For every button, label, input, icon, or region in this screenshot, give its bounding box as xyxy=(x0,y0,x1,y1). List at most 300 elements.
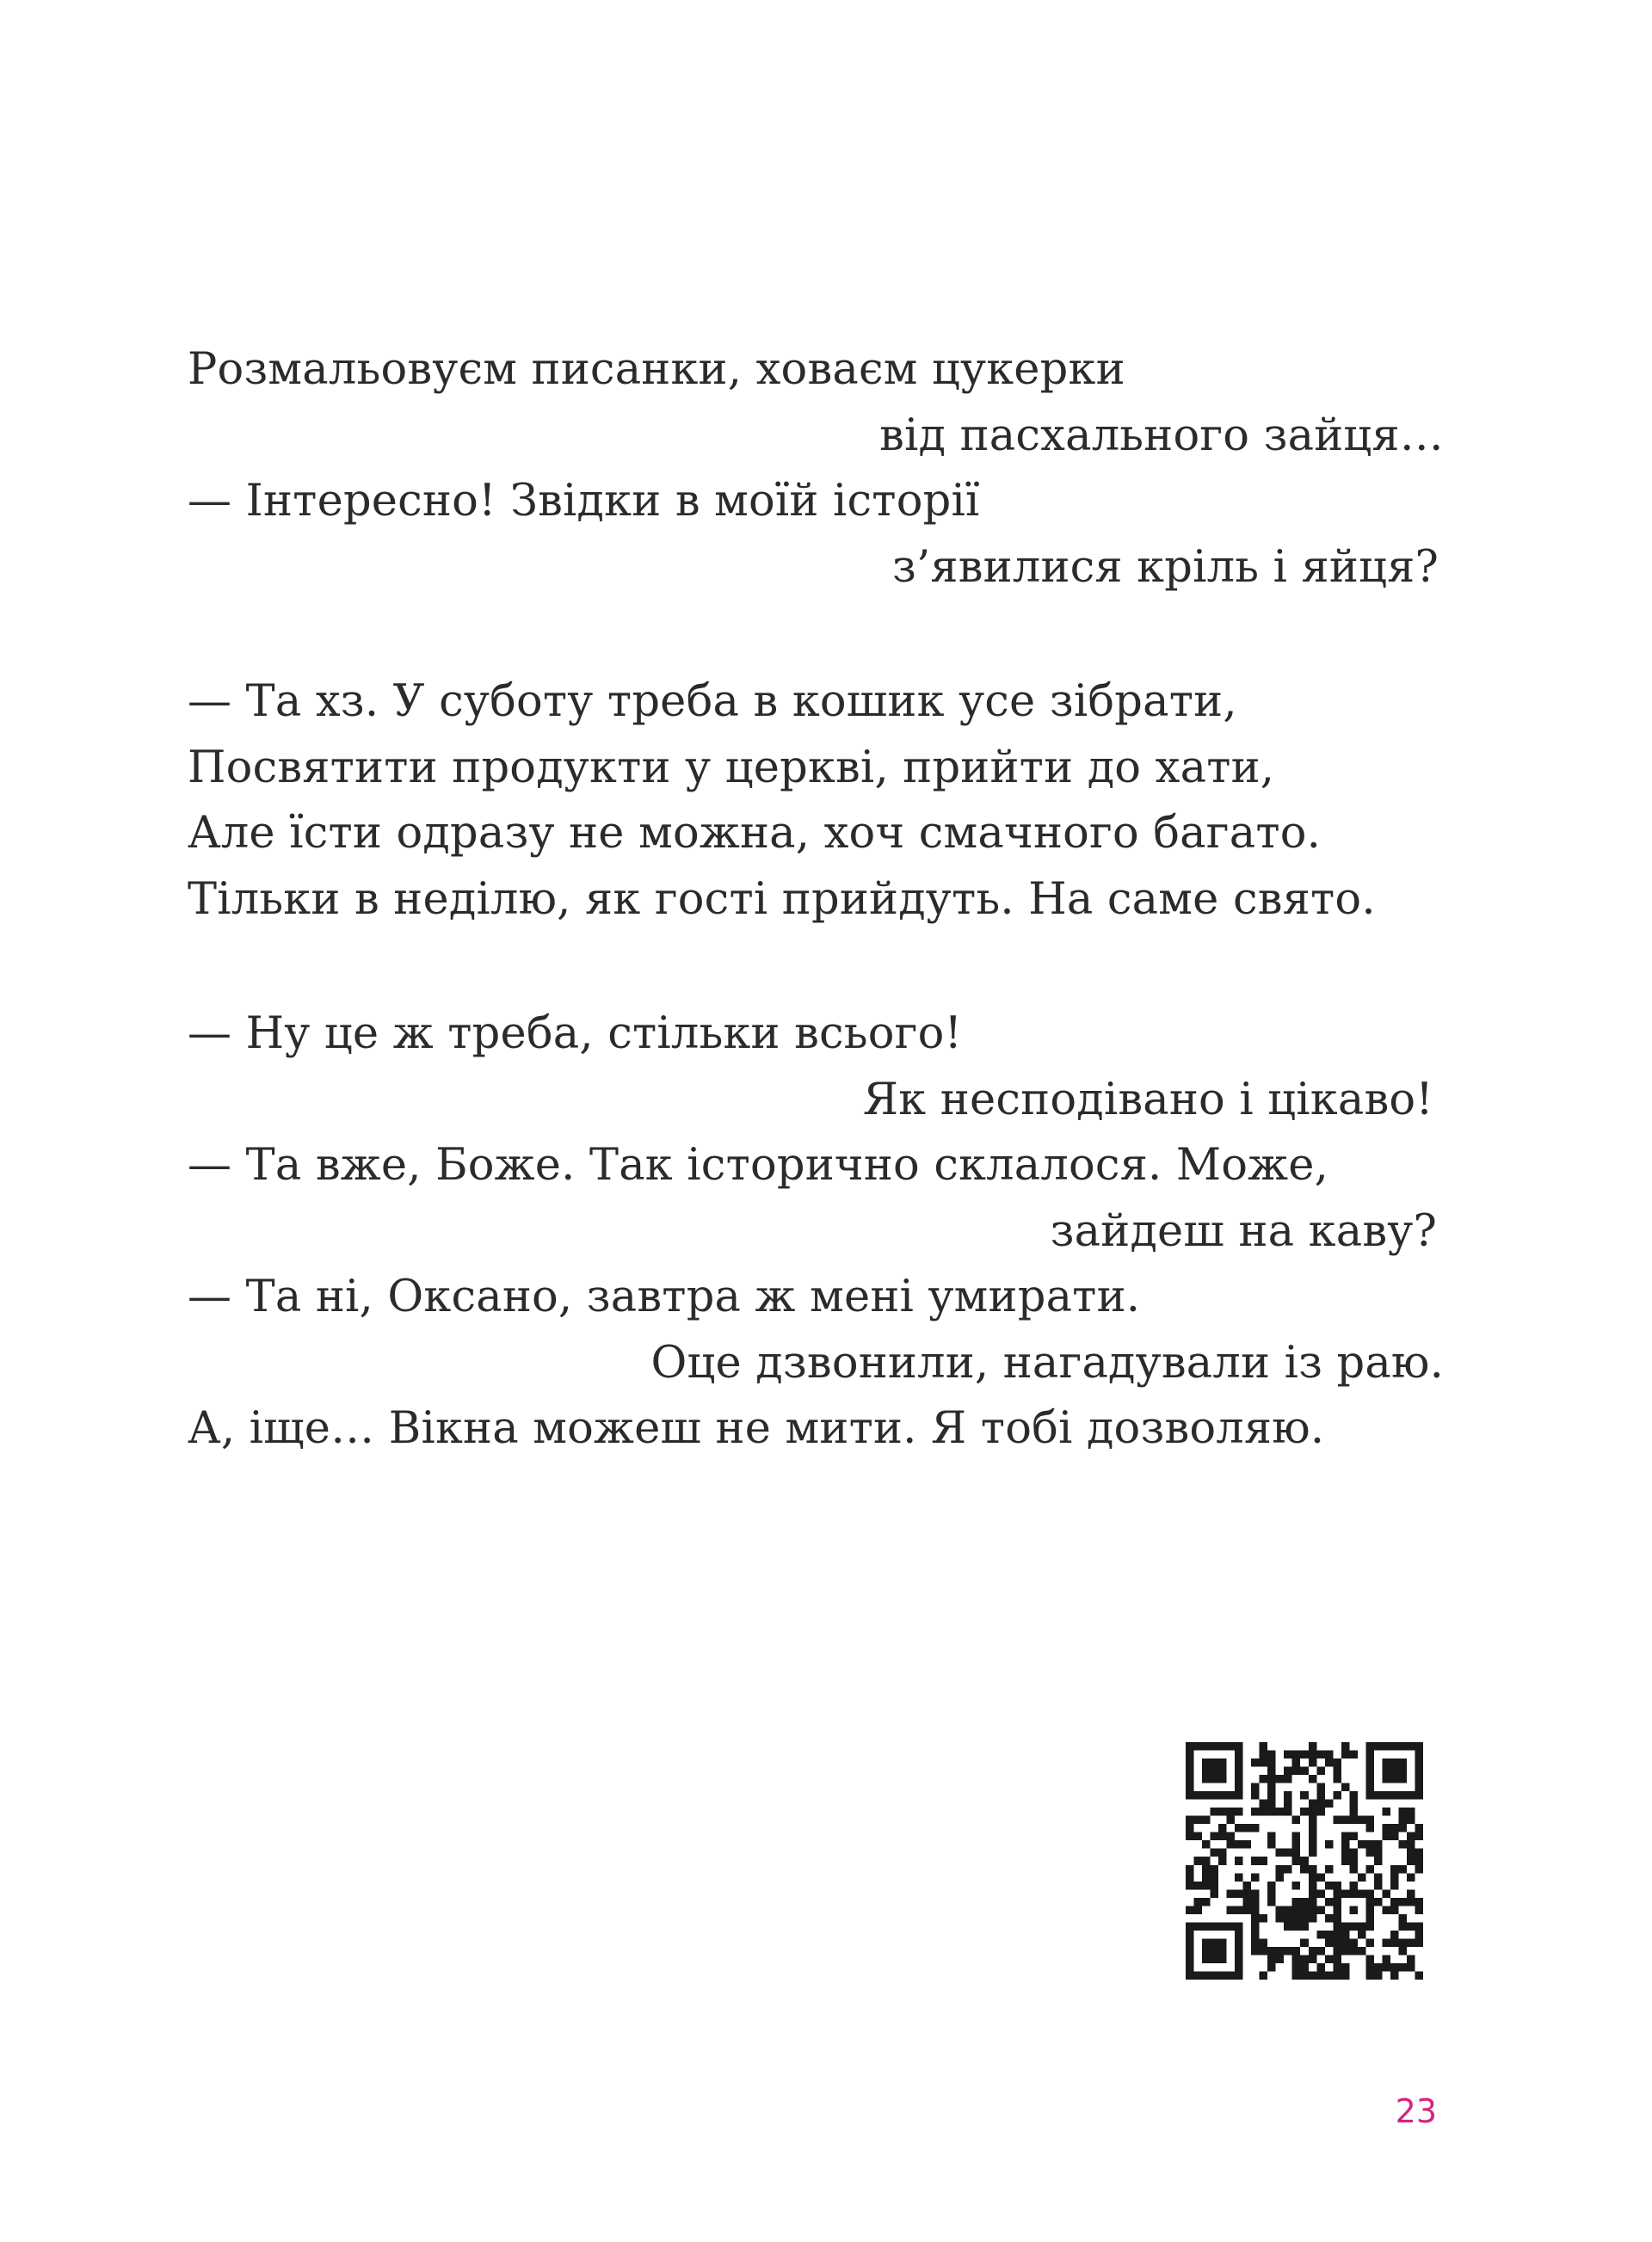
qr-module xyxy=(1316,1971,1325,1980)
qr-module xyxy=(1333,1882,1341,1890)
qr-module xyxy=(1382,1889,1390,1898)
qr-module xyxy=(1333,1767,1341,1776)
qr-module xyxy=(1390,1906,1399,1914)
qr-module xyxy=(1300,1922,1309,1931)
qr-module xyxy=(1218,1775,1227,1783)
qr-module xyxy=(1218,1824,1227,1832)
qr-module xyxy=(1235,1742,1243,1751)
qr-module xyxy=(1398,1947,1407,1956)
qr-module xyxy=(1267,1955,1276,1963)
qr-module xyxy=(1407,1849,1415,1857)
qr-module xyxy=(1374,1742,1383,1751)
qr-module xyxy=(1365,1889,1374,1898)
qr-module xyxy=(1292,1922,1301,1931)
qr-module xyxy=(1267,1800,1276,1808)
qr-module xyxy=(1390,1865,1399,1874)
qr-module xyxy=(1300,1767,1309,1776)
qr-module xyxy=(1218,1808,1227,1816)
qr-module xyxy=(1227,1791,1236,1800)
qr-module xyxy=(1243,1889,1252,1898)
qr-module xyxy=(1227,1906,1236,1914)
qr-module xyxy=(1243,1882,1252,1890)
qr-module xyxy=(1325,1971,1334,1980)
qr-module xyxy=(1276,1906,1285,1914)
qr-module xyxy=(1235,1767,1243,1776)
qr-module xyxy=(1390,1873,1399,1882)
qr-module xyxy=(1218,1947,1227,1956)
stanza-3 xyxy=(188,1001,1444,1463)
qr-module xyxy=(1284,1767,1292,1776)
qr-module xyxy=(1407,1808,1415,1816)
qr-module xyxy=(1211,1832,1219,1841)
qr-module xyxy=(1341,1840,1350,1849)
poem-line: Посвятити продукти у церкві, прийти до хати, xyxy=(188,742,1275,793)
qr-module xyxy=(1325,1955,1334,1963)
qr-module xyxy=(1235,1824,1243,1832)
qr-module xyxy=(1202,1840,1211,1849)
qr-module xyxy=(1333,1955,1341,1963)
qr-module xyxy=(1398,1922,1407,1931)
qr-module xyxy=(1365,1898,1374,1906)
poem-line: Розмальовуєм писанки, ховаєм цукерки xyxy=(188,344,1125,395)
qr-module xyxy=(1251,1931,1260,1939)
qr-module xyxy=(1365,1742,1374,1751)
qr-module xyxy=(1390,1882,1399,1890)
qr-module xyxy=(1235,1783,1243,1792)
poem-line: з’явилися кріль і яйця? xyxy=(891,541,1439,593)
qr-module xyxy=(1251,1783,1260,1792)
qr-module xyxy=(1309,1751,1317,1759)
qr-module xyxy=(1374,1971,1383,1980)
qr-module xyxy=(1407,1791,1415,1800)
qr-module xyxy=(1292,1882,1301,1890)
qr-module xyxy=(1333,1898,1341,1906)
qr-module xyxy=(1267,1947,1276,1956)
qr-module xyxy=(1235,1751,1243,1759)
qr-module xyxy=(1374,1791,1383,1800)
qr-module xyxy=(1398,1791,1407,1800)
qr-module xyxy=(1194,1922,1203,1931)
qr-module xyxy=(1415,1775,1423,1783)
qr-module xyxy=(1202,1947,1211,1956)
qr-module xyxy=(1325,1914,1334,1923)
qr-module xyxy=(1398,1758,1407,1767)
qr-module xyxy=(1267,1791,1276,1800)
qr-module xyxy=(1292,1832,1301,1841)
qr-module xyxy=(1415,1857,1423,1865)
qr-module xyxy=(1382,1808,1390,1816)
qr-module xyxy=(1211,1865,1219,1874)
poem-line: — Ну це ж треба, стільки всього! xyxy=(188,1008,963,1059)
qr-module xyxy=(1292,1751,1301,1759)
poem-line: — Та ні, Оксано, завтра ж мені умирати. xyxy=(188,1272,1141,1322)
qr-module xyxy=(1365,1758,1374,1767)
qr-module xyxy=(1186,1751,1194,1759)
qr-module xyxy=(1218,1857,1227,1865)
stanza-1 xyxy=(188,337,1444,601)
qr-module xyxy=(1349,1857,1358,1865)
qr-module xyxy=(1186,1882,1194,1890)
qr-module xyxy=(1300,1865,1309,1874)
qr-module xyxy=(1390,1824,1399,1832)
qr-module xyxy=(1218,1971,1227,1980)
qr-module xyxy=(1309,1832,1317,1841)
qr-module xyxy=(1398,1767,1407,1776)
qr-module xyxy=(1341,1849,1350,1857)
qr-module xyxy=(1202,1758,1211,1767)
qr-module xyxy=(1398,1775,1407,1783)
qr-module xyxy=(1374,1882,1383,1890)
qr-module xyxy=(1251,1922,1260,1931)
page-number: 23 xyxy=(1395,2092,1437,2130)
qr-module xyxy=(1333,1931,1341,1939)
qr-module xyxy=(1227,1742,1236,1751)
qr-module xyxy=(1292,1898,1301,1906)
qr-module xyxy=(1309,1808,1317,1816)
poem-line: від пасхального зайця… xyxy=(879,410,1444,461)
qr-module xyxy=(1186,1791,1194,1800)
poem xyxy=(188,337,1444,1531)
qr-module xyxy=(1218,1849,1227,1857)
qr-module xyxy=(1349,1791,1358,1800)
qr-module xyxy=(1235,1955,1243,1963)
qr-module xyxy=(1211,1922,1219,1931)
qr-module xyxy=(1365,1849,1374,1857)
qr-module xyxy=(1202,1882,1211,1890)
qr-module xyxy=(1227,1922,1236,1931)
qr-module xyxy=(1300,1963,1309,1972)
qr-module xyxy=(1365,1938,1374,1947)
qr-module xyxy=(1276,1808,1285,1816)
qr-module xyxy=(1407,1955,1415,1963)
qr-module xyxy=(1382,1824,1390,1832)
qr-module xyxy=(1341,1922,1350,1931)
qr-module xyxy=(1309,1849,1317,1857)
qr-module xyxy=(1251,1791,1260,1800)
qr-module xyxy=(1407,1857,1415,1865)
qr-module xyxy=(1227,1889,1236,1898)
qr-module xyxy=(1333,1791,1341,1800)
qr-module xyxy=(1309,1882,1317,1890)
qr-code-icon[interactable] xyxy=(1186,1742,1423,1980)
qr-module xyxy=(1325,1758,1334,1767)
qr-module xyxy=(1218,1955,1227,1963)
qr-module xyxy=(1284,1775,1292,1783)
qr-module xyxy=(1292,1906,1301,1914)
qr-module xyxy=(1325,1938,1334,1947)
qr-module xyxy=(1341,1963,1350,1972)
qr-module xyxy=(1251,1889,1260,1898)
poem-line: Оце дзвонили, нагадували із раю. xyxy=(650,1337,1444,1389)
qr-module xyxy=(1398,1938,1407,1947)
qr-module xyxy=(1202,1922,1211,1931)
qr-module xyxy=(1211,1758,1219,1767)
qr-module xyxy=(1202,1938,1211,1947)
qr-module xyxy=(1374,1849,1383,1857)
qr-module xyxy=(1316,1873,1325,1882)
qr-module xyxy=(1390,1971,1399,1980)
qr-module xyxy=(1284,1751,1292,1759)
qr-module xyxy=(1415,1971,1423,1980)
qr-module xyxy=(1194,1832,1203,1841)
qr-module xyxy=(1251,1898,1260,1906)
qr-module xyxy=(1194,1816,1203,1825)
qr-module xyxy=(1325,1865,1334,1874)
qr-module xyxy=(1276,1849,1285,1857)
qr-module xyxy=(1292,1914,1301,1923)
qr-module xyxy=(1186,1971,1194,1980)
qr-module xyxy=(1309,1775,1317,1783)
qr-module xyxy=(1316,1808,1325,1816)
qr-module xyxy=(1202,1742,1211,1751)
qr-module xyxy=(1309,1947,1317,1956)
qr-module xyxy=(1218,1758,1227,1767)
qr-module xyxy=(1260,1742,1268,1751)
qr-module xyxy=(1202,1791,1211,1800)
qr-module xyxy=(1235,1931,1243,1939)
qr-module xyxy=(1309,1758,1317,1767)
qr-module xyxy=(1382,1955,1390,1963)
qr-module xyxy=(1260,1775,1268,1783)
qr-module xyxy=(1341,1947,1350,1956)
qr-module xyxy=(1341,1783,1350,1792)
qr-module xyxy=(1235,1971,1243,1980)
qr-module xyxy=(1267,1832,1276,1841)
qr-module xyxy=(1251,1808,1260,1816)
qr-module xyxy=(1309,1898,1317,1906)
qr-module xyxy=(1358,1931,1366,1939)
qr-module xyxy=(1390,1938,1399,1947)
qr-module xyxy=(1407,1832,1415,1841)
qr-module xyxy=(1267,1882,1276,1890)
qr-module xyxy=(1398,1914,1407,1923)
qr-module xyxy=(1202,1767,1211,1776)
qr-module xyxy=(1341,1742,1350,1751)
qr-module xyxy=(1365,1767,1374,1776)
qr-module xyxy=(1194,1898,1203,1906)
qr-module xyxy=(1358,1889,1366,1898)
qr-module xyxy=(1260,1751,1268,1759)
qr-module xyxy=(1267,1775,1276,1783)
qr-module xyxy=(1235,1947,1243,1956)
qr-module xyxy=(1349,1808,1358,1816)
qr-module xyxy=(1202,1816,1211,1825)
qr-module xyxy=(1235,1906,1243,1914)
qr-module xyxy=(1251,1873,1260,1882)
qr-module xyxy=(1194,1906,1203,1914)
qr-module xyxy=(1211,1971,1219,1980)
qr-module xyxy=(1325,1840,1334,1849)
qr-module xyxy=(1341,1857,1350,1865)
qr-module xyxy=(1260,1914,1268,1923)
qr-module xyxy=(1365,1914,1374,1923)
qr-module xyxy=(1235,1873,1243,1882)
qr-module xyxy=(1398,1840,1407,1849)
qr-module xyxy=(1349,1865,1358,1874)
qr-module xyxy=(1316,1751,1325,1759)
qr-module xyxy=(1374,1857,1383,1865)
qr-module xyxy=(1333,1816,1341,1825)
qr-module xyxy=(1349,1882,1358,1890)
qr-module xyxy=(1390,1758,1399,1767)
qr-module xyxy=(1292,1849,1301,1857)
qr-module xyxy=(1211,1791,1219,1800)
qr-module xyxy=(1316,1791,1325,1800)
qr-module xyxy=(1390,1791,1399,1800)
qr-module xyxy=(1186,1742,1194,1751)
qr-module xyxy=(1300,1751,1309,1759)
qr-module xyxy=(1276,1914,1285,1923)
qr-module xyxy=(1284,1791,1292,1800)
qr-module xyxy=(1227,1832,1236,1841)
qr-module xyxy=(1194,1857,1203,1865)
qr-module xyxy=(1316,1889,1325,1898)
qr-module xyxy=(1292,1971,1301,1980)
qr-module xyxy=(1211,1938,1219,1947)
qr-module xyxy=(1276,1873,1285,1882)
qr-module xyxy=(1349,1849,1358,1857)
qr-module xyxy=(1341,1938,1350,1947)
qr-module xyxy=(1202,1857,1211,1865)
qr-module xyxy=(1365,1963,1374,1972)
qr-module xyxy=(1415,1906,1423,1914)
qr-module xyxy=(1407,1873,1415,1882)
qr-module xyxy=(1390,1963,1399,1972)
poem-line: Як несподівано і цікаво! xyxy=(862,1074,1433,1125)
qr-module xyxy=(1390,1898,1399,1906)
poem-line: — Та хз. У суботу треба в кошик усе зібрати, xyxy=(188,676,1237,727)
qr-module xyxy=(1235,1963,1243,1972)
qr-module xyxy=(1415,1898,1423,1906)
qr-module xyxy=(1398,1824,1407,1832)
qr-module xyxy=(1211,1889,1219,1898)
qr-module xyxy=(1382,1791,1390,1800)
qr-module xyxy=(1415,1922,1423,1931)
qr-module xyxy=(1349,1947,1358,1956)
qr-module xyxy=(1267,1751,1276,1759)
qr-module xyxy=(1333,1889,1341,1898)
qr-module xyxy=(1341,1971,1350,1980)
qr-module xyxy=(1186,1873,1194,1882)
qr-module xyxy=(1398,1816,1407,1825)
qr-module xyxy=(1211,1742,1219,1751)
qr-module xyxy=(1316,1963,1325,1972)
qr-module xyxy=(1218,1922,1227,1931)
poem-line: — Інтересно! Звідки в моїй історії xyxy=(188,476,980,527)
qr-module xyxy=(1349,1800,1358,1808)
qr-module xyxy=(1415,1791,1423,1800)
qr-module xyxy=(1407,1938,1415,1947)
qr-module xyxy=(1251,1857,1260,1865)
qr-module xyxy=(1398,1742,1407,1751)
qr-module xyxy=(1267,1783,1276,1792)
qr-module xyxy=(1300,1906,1309,1914)
qr-module xyxy=(1267,1889,1276,1898)
qr-module xyxy=(1186,1865,1194,1874)
qr-module xyxy=(1374,1898,1383,1906)
qr-module xyxy=(1276,1775,1285,1783)
qr-module xyxy=(1382,1906,1390,1914)
qr-module xyxy=(1358,1873,1366,1882)
qr-module xyxy=(1358,1947,1366,1956)
qr-module xyxy=(1186,1775,1194,1783)
qr-module xyxy=(1211,1873,1219,1882)
qr-module xyxy=(1309,1914,1317,1923)
qr-module xyxy=(1309,1742,1317,1751)
qr-module xyxy=(1325,1751,1334,1759)
qr-module xyxy=(1300,1808,1309,1816)
qr-module xyxy=(1309,1800,1317,1808)
qr-module xyxy=(1325,1898,1334,1906)
qr-module xyxy=(1260,1800,1268,1808)
qr-module xyxy=(1382,1963,1390,1972)
qr-module xyxy=(1186,1931,1194,1939)
qr-module xyxy=(1186,1824,1194,1832)
qr-module xyxy=(1218,1791,1227,1800)
qr-module xyxy=(1186,1783,1194,1792)
qr-module xyxy=(1382,1775,1390,1783)
qr-module xyxy=(1194,1791,1203,1800)
qr-module xyxy=(1227,1816,1236,1825)
qr-module xyxy=(1333,1906,1341,1914)
qr-module xyxy=(1390,1832,1399,1841)
poem-line: Тільки в неділю, як гості прийдуть. На саме свято. xyxy=(188,873,1376,925)
qr-module xyxy=(1358,1840,1366,1849)
qr-module xyxy=(1251,1824,1260,1832)
qr-module xyxy=(1358,1922,1366,1931)
qr-module xyxy=(1211,1955,1219,1963)
qr-module xyxy=(1341,1931,1350,1939)
qr-module xyxy=(1333,1947,1341,1956)
qr-module xyxy=(1292,1963,1301,1972)
qr-module xyxy=(1260,1947,1268,1956)
qr-module xyxy=(1251,1938,1260,1947)
qr-module xyxy=(1194,1882,1203,1890)
qr-module xyxy=(1415,1931,1423,1939)
qr-module xyxy=(1235,1857,1243,1865)
qr-module xyxy=(1276,1865,1285,1874)
qr-module xyxy=(1267,1898,1276,1906)
qr-module xyxy=(1309,1840,1317,1849)
qr-module xyxy=(1260,1758,1268,1767)
poem-line: — Та вже, Боже. Так історично склалося. Може, xyxy=(188,1140,1329,1191)
qr-module xyxy=(1260,1808,1268,1816)
qr-module xyxy=(1309,1955,1317,1963)
qr-module xyxy=(1316,1947,1325,1956)
qr-module xyxy=(1211,1775,1219,1783)
qr-module xyxy=(1365,1816,1374,1825)
qr-module xyxy=(1374,1873,1383,1882)
qr-module xyxy=(1251,1758,1260,1767)
qr-module xyxy=(1407,1742,1415,1751)
qr-module xyxy=(1227,1971,1236,1980)
qr-module xyxy=(1309,1824,1317,1832)
qr-module xyxy=(1365,1751,1374,1759)
qr-module xyxy=(1398,1865,1407,1874)
qr-module xyxy=(1292,1758,1301,1767)
qr-module xyxy=(1333,1938,1341,1947)
qr-module xyxy=(1243,1898,1252,1906)
qr-module xyxy=(1415,1865,1423,1874)
qr-module xyxy=(1300,1898,1309,1906)
qr-module xyxy=(1202,1971,1211,1980)
qr-module xyxy=(1292,1857,1301,1865)
qr-module xyxy=(1415,1751,1423,1759)
qr-module xyxy=(1333,1971,1341,1980)
qr-module xyxy=(1267,1758,1276,1767)
qr-module xyxy=(1227,1840,1236,1849)
qr-module xyxy=(1251,1947,1260,1956)
